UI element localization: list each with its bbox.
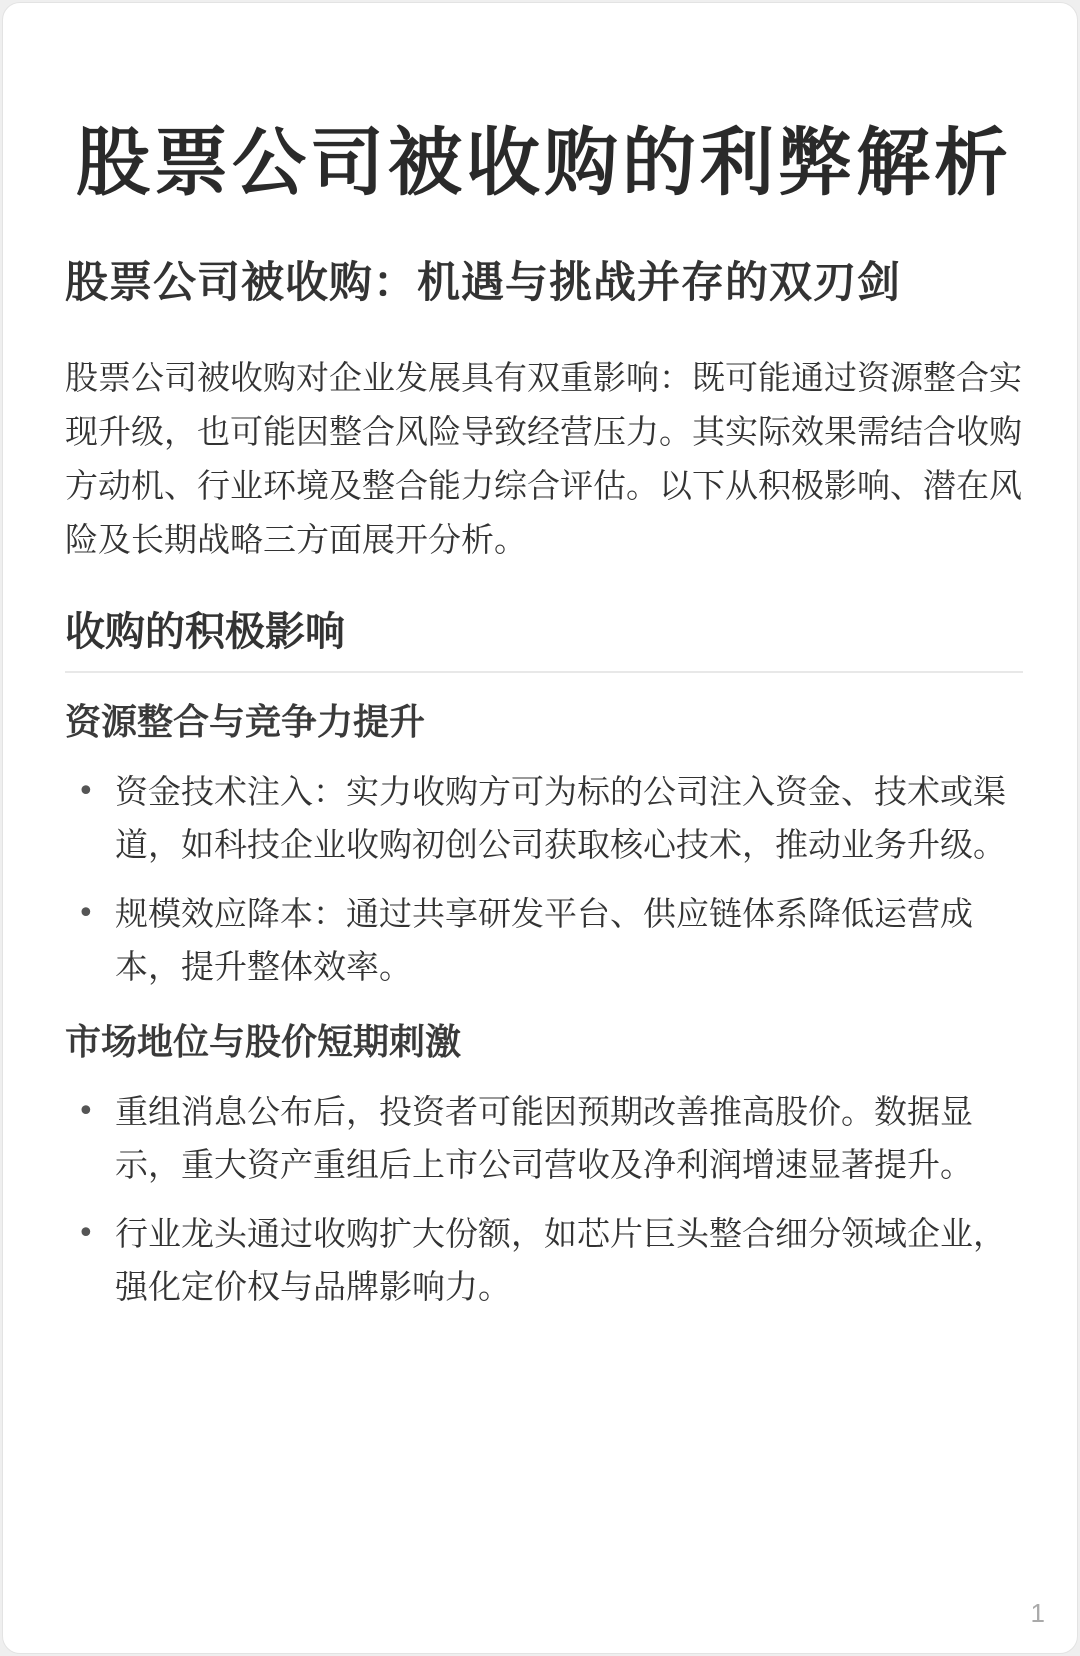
list-item [65, 765, 1023, 871]
list-item-text: 重组消息公布后，投资者可能因预期改善推高股价。数据显示，重大资产重组后上市公司营收及净利润增速显著提升。 [115, 1092, 973, 1184]
bullet-icon: • [77, 774, 95, 809]
section-heading: 收购的积极影响 [65, 603, 1023, 673]
list-item [65, 887, 1023, 993]
page-title: 股票公司被收购的利弊解析 [76, 120, 1012, 206]
list-item-text: 行业龙头通过收购扩大份额，如芯片巨头整合细分领域企业，强化定价权与品牌影响力。 [115, 1214, 1006, 1306]
page-number: 1 [1030, 1598, 1045, 1628]
subsection-heading: 市场地位与股价短期刺激 [65, 1022, 462, 1063]
bullet-icon: • [77, 1216, 95, 1251]
bullet-icon: • [77, 896, 95, 931]
document-card [2, 2, 1078, 1654]
subsection-heading: 资源整合与竞争力提升 [65, 702, 426, 743]
bullet-icon: • [77, 1094, 95, 1129]
list-item [65, 1207, 1023, 1313]
list-item-text: 规模效应降本：通过共享研发平台、供应链体系降低运营成本，提升整体效率。 [115, 894, 973, 986]
list-item-text: 资金技术注入：实力收购方可为标的公司注入资金、技术或渠道，如科技企业收购初创公司获取核心技术，推动业务升级。 [115, 772, 1006, 864]
bullet-list [65, 1085, 1023, 1313]
document-content [65, 113, 1023, 1329]
list-item [65, 1085, 1023, 1191]
bullet-list [65, 765, 1023, 993]
intro-paragraph: 股票公司被收购对企业发展具有双重影响：既可能通过资源整合实现升级，也可能因整合风险导致经营压力。其实际效果需结合收购方动机、行业环境及整合能力综合评估。以下从积极影响、潜在风险及长期战略三方面展开分析。 [65, 358, 1022, 559]
page-subtitle: 股票公司被收购：机遇与挑战并存的双刃剑 [65, 258, 901, 308]
